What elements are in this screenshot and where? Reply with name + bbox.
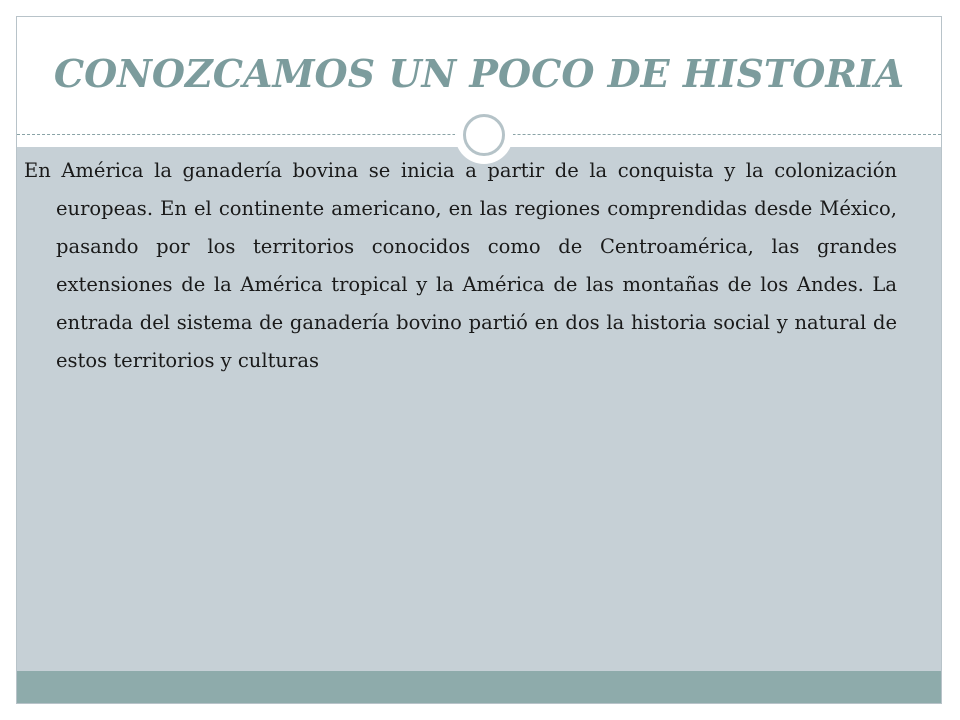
slide-title: CONOZCAMOS UN POCO DE HISTORIA: [53, 51, 905, 96]
ornament-ring: [463, 114, 505, 156]
body-paragraph: En América la ganadería bovina se inicia a partir de la conquista y la colonización europeas. En el continente americano, en las regiones comprendidas desde México, pasando por los territorios conocidos como de Centroamérica, las grandes extensiones de la América tropical y la América de las montañas de los Andes. La entrada del sistema de ganadería bovino partió en dos la historia social y natural de estos territorios y culturas: [24, 159, 897, 372]
footer-band: [17, 671, 941, 704]
